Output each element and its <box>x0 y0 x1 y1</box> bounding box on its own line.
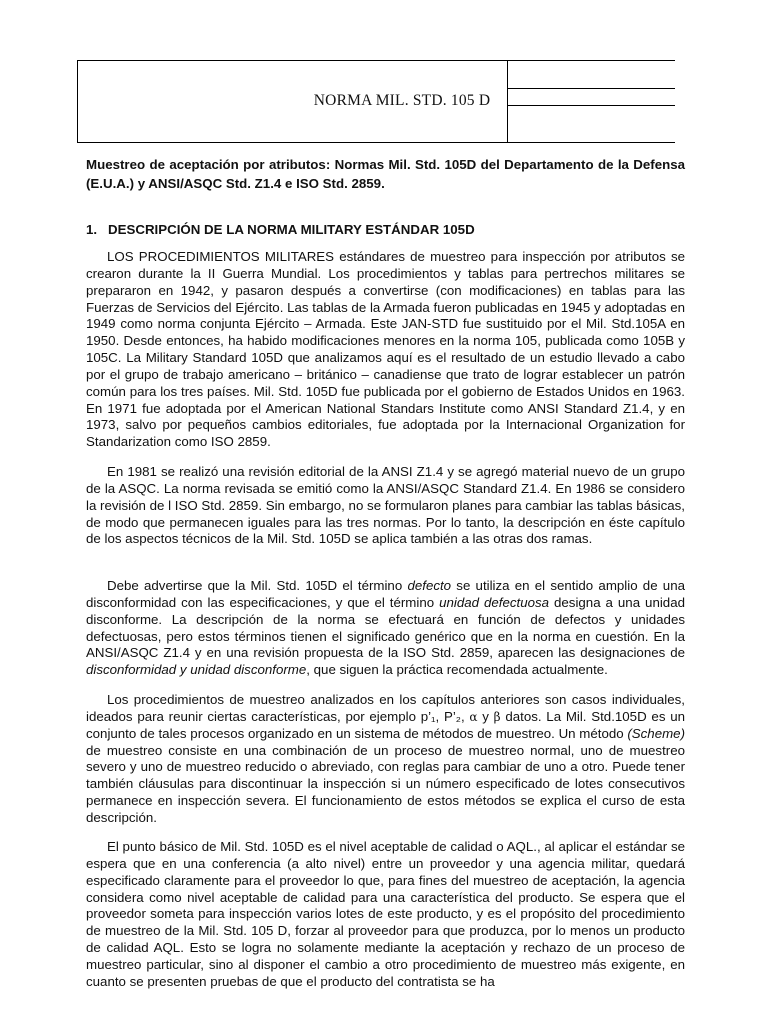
text-span: Debe advertirse que la Mil. Std. 105D el término <box>107 578 408 593</box>
alpha-symbol: α <box>469 709 478 724</box>
header-table <box>77 60 675 143</box>
italic-term: unidad defectuosa <box>439 594 550 610</box>
paragraph-history: LOS PROCEDIMIENTOS MILITARES estándares de muestreo para inspección por atributos se crearon durante la II Guerra Mundial. Los procedimientos y tablas para pertrechos militares se prepararon en 1942, y pasaron después a convertirse (con modificaciones) en tablas para las Fuerzas de Servicios del Ejército. Las tablas de la Armada fueron publicadas en 1945 y adoptadas en 1949 como norma conjunta Ejército – Armada. Este JAN-STD fue sustituido por el Mil. Std.105A en 1950. Desde entonces, ha habido modificaciones menores en la norma 105, publicada como 105B y 105C. La Military Standard 105D que analizamos aquí es el resultado de un estudio llevado a cabo por el grupo de trabajo americano – británico – canadiense que trato de lograr establecer un patrón común para los tres países. Mil. Std. 105D fue publicada por el gobierno de Estados Unidos en 1963. En 1971 fue adoptada por el American National Standars Institute como ANSI Standard Z1.4, y en 1973, salvo por pequeños cambios editoriales, fue adoptada por la Internacional Organization for Standarization como ISO 2859. <box>86 249 685 450</box>
text-span: y <box>477 708 494 724</box>
document-title: NORMA MIL. STD. 105 D <box>313 92 491 109</box>
paragraph-terminology <box>86 578 685 679</box>
section-number: 1. <box>86 222 98 237</box>
header-row-line <box>507 105 675 106</box>
text-span: , que siguen la práctica recomendada actualmente. <box>306 662 608 678</box>
section-heading <box>86 222 685 238</box>
text-span: designa a una unidad disconforme. La descripción de la norma se efectuará en función de defectos y unidades defectuosas, pero estos términos tienen el significado genérico que en la norma en cuestión. En la ANSI/ASQC Z1.4 y en una revisión propuesta de la ISO Std. 2859, aparecen las designaciones de <box>86 594 685 661</box>
italic-term: disconformidad y unidad disconforme <box>86 662 307 678</box>
header-row-line <box>507 88 675 89</box>
text-span: Los procedimientos de muestreo analizados en los capítulos anteriores son casos individuales, ideados para reunir ciertas características, por ejemplo p’₁, P’₂, <box>86 692 685 724</box>
paragraph-aql: El punto básico de Mil. Std. 105D es el nivel aceptable de calidad o AQL., al aplicar el estándar se espera que en una conferencia (a alto nivel) entre un proveedor y una agencia militar, quedará especificado claramente para el proveedor lo que, para fines del muestreo de aceptación, la agencia considera como nivel aceptable de calidad para una característica del producto. Se espera que el proveedor someta para inspección varios lotes de este producto, y es el propósito del procedimiento de muestreo de la Mil. Std. 105 D, forzar al proveedor para que produzca, por lo menos un producto de calidad AQL. Esto se logra no solamente mediante la aceptación y rechazo de un proceso de muestreo particular, sino al disponer el cambio a otro procedimiento de muestreo más exigente, en cuanto se presenten pruebas de que el producto del contratista se ha <box>86 839 685 989</box>
text-span: datos. La Mil. Std.105D es un conjunto de tales procesos organizado en un sistema de métodos de muestreo. Un método <box>86 708 685 741</box>
document-subtitle: Muestreo de aceptación por atributos: Normas Mil. Std. 105D del Departamento de la Defensa (E.U.A.) y ANSI/ASQC Std. Z1.4 e ISO Std. 2859. <box>86 157 685 191</box>
paragraph-procedures <box>86 692 685 827</box>
text-span: se utiliza en el sentido amplio de una disconformidad con las especificaciones, y que el término <box>86 578 685 610</box>
section-title: DESCRIPCIÓN DE LA NORMA MILITARY ESTÁNDAR 105D <box>108 222 475 237</box>
beta-symbol: β <box>493 709 501 724</box>
italic-term: (Scheme) <box>627 725 685 741</box>
paragraph-revision: En 1981 se realizó una revisión editorial de la ANSI Z1.4 y se agregó material nuevo de un grupo de la ASQC. La norma revisada se emitió como la ANSI/ASQC Standard Z1.4. En 1986 se considero la revisión de l ISO Std. 2859. Sin embargo, no se formularon planes para cambiar las tablas básicas, de modo que permanecen iguales para las tres normas. Por lo tanto, la descripción en éste capítulo de los aspectos técnicos de la Mil. Std. 105D se aplica también a las otras dos ramas. <box>86 464 685 547</box>
italic-term: defecto <box>407 578 452 593</box>
header-divider <box>507 61 508 142</box>
text-span: de muestreo consiste en una combinación de un proceso de muestreo normal, uno de muestreo severo y uno de muestreo reducido o abreviado, con reglas para cambiar de uno a otro. Puede tener también cláusulas para discontinuar la inspección si un número especificado de lotes consecutivos permanece en inspección severa. El funcionamiento de estos métodos se explica el curso de esta descripción. <box>86 742 685 825</box>
